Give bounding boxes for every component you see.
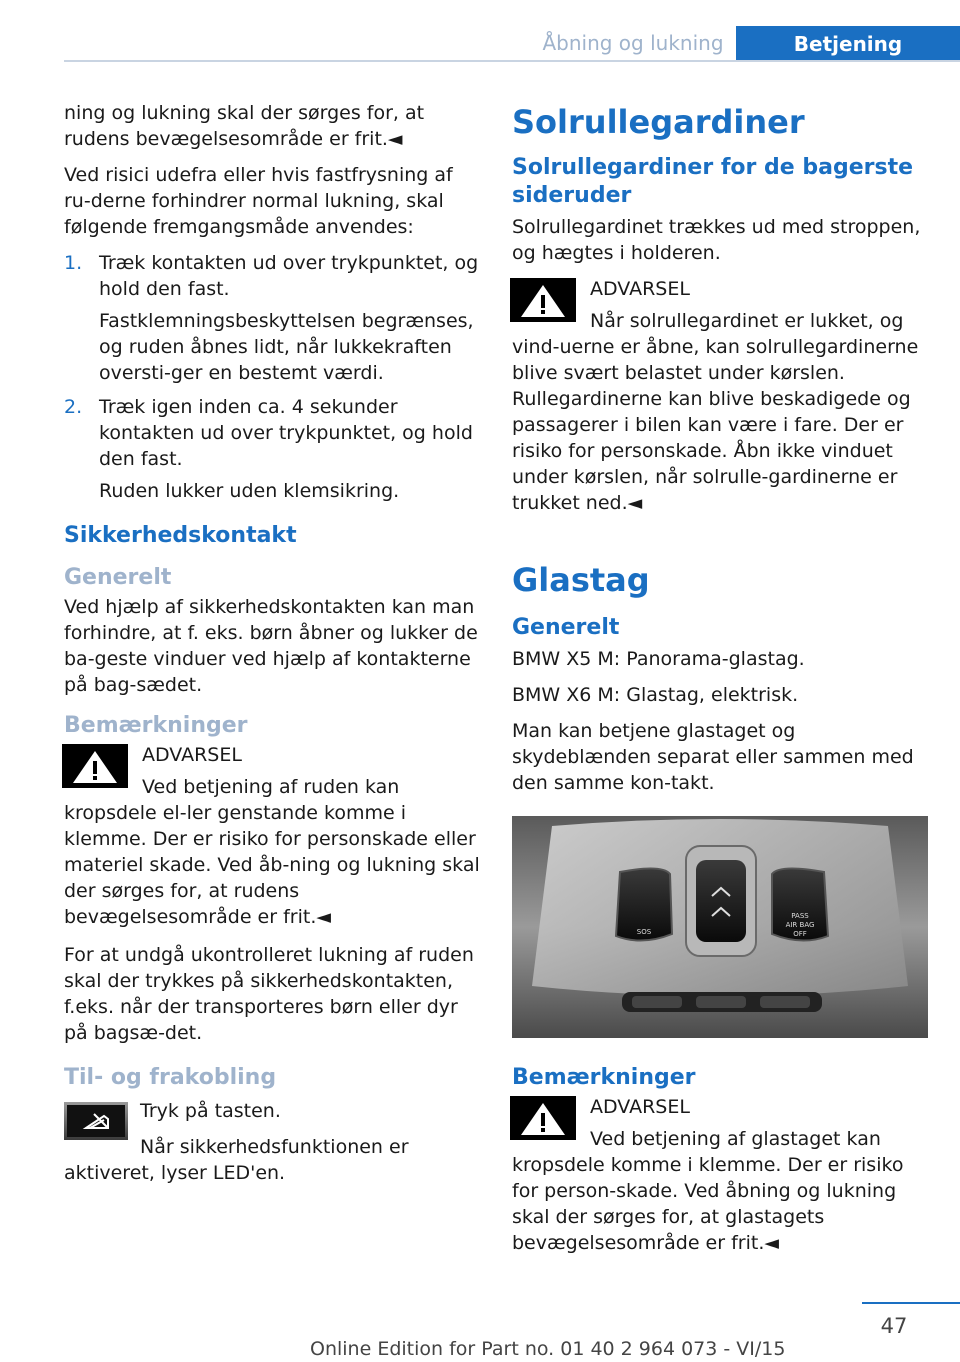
warning-text: Ved betjening af ruden kan kropsdele el‐ler genstande komme i klemme. Der er risiko for personskade eller materiel skade. Ved åb‐ning og lukning skal der sørges for, at rudens bevægelsesområde er frit.◄	[64, 776, 480, 928]
subheading-notes: Bemærkninger	[512, 1065, 696, 1090]
rear-blinds-paragraph: Solrullegardinet trækkes ud med stroppen, og hægtes i holderen.	[512, 216, 921, 264]
footer-divider	[862, 1302, 960, 1304]
warning-block	[512, 276, 928, 516]
sos-label: SOS	[636, 928, 652, 936]
list-item	[64, 250, 480, 386]
warning-text: Når solrullegardinet er lukket, og vind‐uerne er åbne, kan solrullegardinerne blive svært belastet under kørslen. Rullegardinerne kan blive beskadigede og passagerer i bilen kan være i fare. Der er risiko for personskade. Åbn ikke vinduet under kørslen, når solrulle‐gardinerne er trukket ned.◄	[512, 310, 919, 514]
operate-paragraph: Man kan betjene glastaget og skydeblænden separat eller sammen med den samme kon‐takt.	[512, 720, 914, 794]
section-heading-safety-switch: Sikkerhedskontakt	[64, 523, 297, 548]
step-number: 2.	[64, 396, 83, 418]
airbag-label-line3: OFF	[793, 930, 807, 938]
right-column	[512, 100, 928, 1268]
subheading-general: Generelt	[64, 565, 172, 590]
x5-paragraph: BMW X5 M: Panorama-glastag.	[512, 648, 805, 670]
step-result: Ruden lukker uden klemsikring.	[99, 480, 400, 502]
intro-paragraph-2: Ved risici udefra eller hvis fastfrysning af ru‐derne forhindrer normal lukning, skal følgende fremgangsmåde anvendes:	[64, 164, 453, 238]
section-heading-sunblinds: Solrullegardiner	[512, 103, 805, 141]
warning-title: ADVARSEL	[142, 744, 242, 766]
procedure-steps	[64, 250, 480, 504]
subheading-on-off: Til- og frakobling	[64, 1065, 277, 1090]
list-item	[64, 394, 480, 504]
warning-triangle-icon	[510, 278, 576, 322]
warning-block	[64, 742, 480, 930]
header-divider	[64, 60, 960, 62]
warning-title: ADVARSEL	[590, 1096, 690, 1118]
warning-triangle-icon	[62, 744, 128, 788]
child-lock-button-icon	[64, 1102, 128, 1140]
general-paragraph: Ved hjælp af sikkerhedskontakten kan man forhindre, at f. eks. børn åbner og lukker de ba‐geste vinduer ved hjælp af kontakterne på bag‐sædet.	[64, 596, 478, 696]
step-result: Fastklemningsbeskyttelsen begrænses, og ruden åbnes lidt, når lukkekraften oversti‐ger en bestemt værdi.	[99, 310, 474, 384]
step-number: 1.	[64, 252, 83, 274]
x6-paragraph: BMW X6 M: Glastag, elektrisk.	[512, 684, 799, 706]
warning-text: Ved betjening af glastaget kan kropsdele komme i klemme. Der er risiko for person‐skade. Ved åbning og lukning skal der sørges for, at glastagets bevægelsesområde er frit.◄	[512, 1128, 904, 1254]
on-off-instruction	[64, 1098, 480, 1186]
step-text: Træk kontakten ud over trykpunktet, og hold den fast.	[99, 252, 479, 300]
section-heading-glass-roof: Glastag	[512, 561, 650, 599]
header-section-title: Åbning og lukning	[542, 31, 724, 55]
left-column	[64, 100, 480, 1186]
airbag-label-line2: AIR BAG	[785, 921, 815, 929]
intro-paragraph-1: ning og lukning skal der sørges for, at rudens bevægelsesområde er frit.◄	[64, 102, 425, 150]
avoid-paragraph: For at undgå ukontrolleret lukning af ruden skal der trykkes på sikkerhedskontakten, f.eks. når der transporteres børn eller dyr på bagsæ‐det.	[64, 944, 474, 1044]
led-status-text: Når sikkerhedsfunktionen er aktiveret, lyser LED'en.	[64, 1136, 409, 1184]
header-chapter-tab: Betjening	[736, 26, 960, 62]
subheading-rear-blinds: Solrullegardiner for de bagerste sideruder	[512, 155, 914, 208]
press-instruction: Tryk på tasten.	[140, 1100, 281, 1122]
warning-block	[512, 1094, 928, 1256]
overhead-console-photo	[512, 816, 928, 1038]
warning-triangle-icon	[510, 1096, 576, 1140]
subheading-notes: Bemærkninger	[64, 713, 248, 738]
page-number: 47	[880, 1314, 908, 1338]
warning-title: ADVARSEL	[590, 278, 690, 300]
subheading-general: Generelt	[512, 615, 620, 640]
edition-note: Online Edition for Part no. 01 40 2 964 073 - VI/15	[310, 1338, 786, 1360]
airbag-label-line1: PASS	[791, 912, 809, 920]
step-text: Træk igen inden ca. 4 sekunder kontakten ud over trykpunktet, og hold den fast.	[99, 396, 473, 470]
